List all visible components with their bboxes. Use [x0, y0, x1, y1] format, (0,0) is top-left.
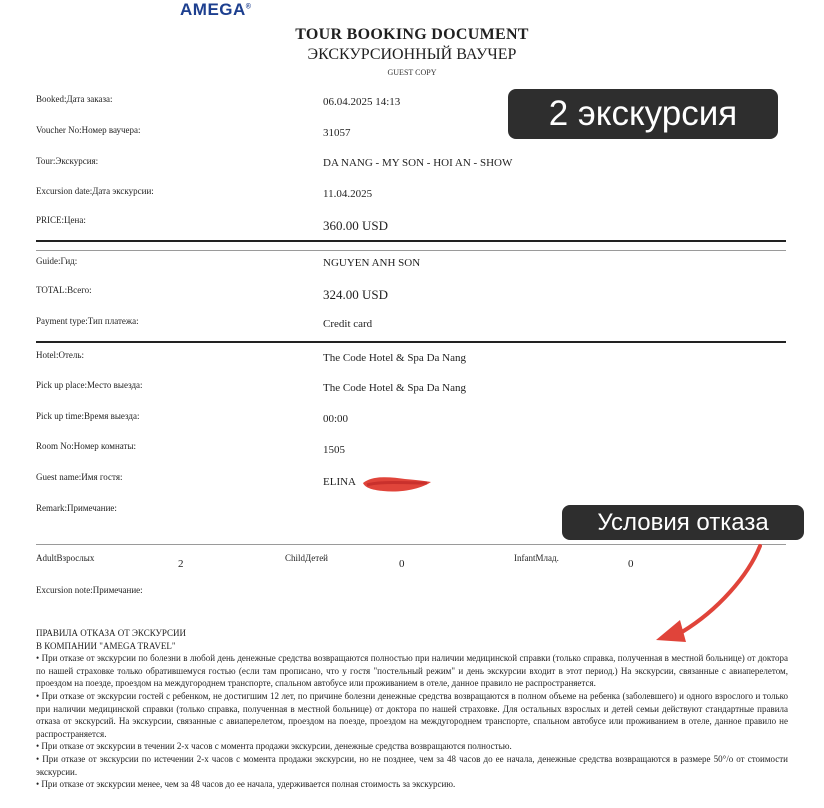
total-value: 324.00 USD — [323, 287, 389, 302]
infant-value: 0 — [628, 558, 634, 570]
payment-label — [36, 316, 139, 327]
guest-value: ELINA — [323, 476, 356, 488]
adult-label-ru: Взрослых — [56, 553, 95, 563]
total-label — [36, 285, 92, 296]
adult-label — [36, 553, 94, 564]
excursion-note-label-en: Excursion note: — [36, 585, 93, 595]
payment-value: Credit card — [323, 318, 373, 330]
pickup-time-label — [36, 411, 139, 422]
hotel-value: The Code Hotel & Spa Da Nang — [323, 352, 466, 364]
tour-value: DA NANG - MY SON - HOI AN - SHOW — [323, 157, 513, 169]
cancellation-paragraph: • При отказе от экскурсии гостей с ребенком, не достигшим 12 лет, по причине болезни денежные средства возвращаются в полном объеме на ребенка (заболевшего) и одного взрослого и только при наличии медицинской справки (только справка, полученная в местной больнице) от доктора по нашей страховке. Для остальных взрослых и детей семьи действуют стандартные правила отказа от экскурсий. На экскурсии, связанные с авиаперелетом, проездом на поезде, проездом на междугороднем транспорте, спальном автобусе или проживанием в отеле, данное правило не распространяется. — [36, 690, 788, 739]
excursion-date-value: 11.04.2025 — [323, 188, 373, 200]
guide-value: NGUYEN ANH SON — [323, 257, 421, 269]
infant-label-ru: Млад. — [535, 553, 559, 563]
guest-label-en: Guest name: — [36, 472, 82, 482]
voucher-value: 31057 — [323, 127, 351, 139]
remark-label-ru: Примечание: — [67, 503, 117, 513]
pickup-place-label — [36, 380, 143, 391]
room-value: 1505 — [323, 444, 345, 456]
pickup-place-label-en: Pick up place: — [36, 380, 87, 390]
pickup-time-label-en: Pick up time: — [36, 411, 84, 421]
child-label-en: Child — [285, 553, 306, 563]
cancellation-paragraph: • При отказе от экскурсии по истечении 2-х часов с момента продажи экскурсии, но не позднее, чем за 48 часов до ее начала, денежные средства возвращаются в размере 50°/о от стоимости экскурсии. — [36, 753, 788, 777]
adult-label-en: Adult — [36, 553, 57, 563]
infant-label — [514, 553, 559, 564]
tour-label-en: Tour: — [36, 156, 56, 166]
pickup-time-value: 00:00 — [323, 413, 349, 425]
cancellation-paragraph: • При отказе от экскурсии по болезни в любой день денежные средства возвращаются полностью при наличии медицинской справки (только справка, полученная в местной больнице) от доктора по нашей страховке только обратившемуся гостью (если там прописано, что у гостя "постельный режим" и день экскурсии входит в этот период.) На экскурсии, связанные с авиаперелетом, проездом на поезде, проездом на междугороднем транспорте, спальном автобусе или проживанием в отеле, данное правило не распространяется. — [36, 653, 788, 689]
voucher-label — [36, 125, 141, 136]
total-label-en: TOTAL: — [36, 285, 68, 295]
tour-label — [36, 156, 98, 167]
excursion-count-sticker: 2 экскурсия — [508, 89, 778, 139]
excursion-note-label-ru: Примечание: — [92, 585, 143, 595]
booked-label-en: Booked: — [36, 94, 67, 104]
document-title-ru: ЭКСКУРСИОННЫЙ ВАУЧЕР — [307, 46, 517, 63]
excursion-date-label-en: Excursion date: — [36, 186, 93, 196]
price-label-ru: Цена: — [64, 215, 86, 225]
tour-label-ru: Экскурсия: — [55, 156, 99, 166]
red-arrow-annotation — [640, 540, 770, 650]
logo-text: AMEGA — [180, 0, 246, 19]
child-value: 0 — [399, 558, 405, 570]
cancellation-terms-sticker: Условия отказа — [562, 505, 804, 540]
excursion-note-label — [36, 585, 143, 596]
cancellation-paragraph: • При отказе от экскурсии в течении 2-х часов с момента продажи экскурсии, денежные средства возвращаются полностью. — [36, 741, 512, 752]
guide-label — [36, 256, 77, 267]
hotel-label — [36, 350, 84, 361]
payment-label-ru: Тип платежа: — [87, 316, 139, 326]
pickup-time-label-ru: Время выезда: — [84, 411, 140, 421]
company-logo — [180, 0, 251, 20]
price-label-en: PRICE: — [36, 215, 65, 225]
booked-label — [36, 94, 113, 105]
room-label-ru: Номер комнаты: — [73, 441, 137, 451]
section-divider — [36, 341, 786, 343]
price-value: 360.00 USD — [323, 218, 389, 233]
guide-label-ru: Гид: — [60, 256, 78, 266]
child-label-ru: Детей — [305, 553, 329, 563]
room-label-en: Room No: — [36, 441, 74, 451]
cancellation-rules — [36, 627, 788, 791]
price-label — [36, 215, 86, 226]
voucher-label-ru: Номер ваучера: — [81, 125, 141, 135]
booked-value: 06.04.2025 14:13 — [323, 96, 401, 108]
guide-label-en: Guide: — [36, 256, 61, 266]
excursion-date-label-ru: Дата экскурсии: — [92, 186, 154, 196]
pickup-place-value: The Code Hotel & Spa Da Nang — [323, 382, 466, 394]
adult-value: 2 — [178, 558, 184, 570]
redaction-scribble — [361, 473, 433, 495]
room-label — [36, 441, 136, 452]
hotel-label-ru: Отель: — [58, 350, 85, 360]
pickup-place-label-ru: Место выезда: — [87, 380, 143, 390]
infant-label-en: Infant — [514, 553, 536, 563]
remark-label-en: Remark: — [36, 503, 67, 513]
document-title-en: TOUR BOOKING DOCUMENT — [295, 26, 529, 43]
booked-label-ru: Дата заказа: — [66, 94, 113, 104]
cancellation-company: В КОМПАНИИ "AMEGA TRAVEL" — [36, 640, 176, 651]
section-divider — [36, 240, 786, 242]
copy-label: GUEST COPY — [387, 68, 437, 77]
remark-label — [36, 503, 117, 514]
child-label — [285, 553, 328, 564]
guest-label — [36, 472, 122, 483]
total-label-ru: Всего: — [67, 285, 92, 295]
cancellation-paragraph: • При отказе от экскурсии менее, чем за 48 часов до ее начала, удерживается полная стоимость за экскурсию. — [36, 779, 456, 790]
voucher-label-en: Voucher No: — [36, 125, 82, 135]
excursion-date-label — [36, 186, 154, 197]
logo-registered-mark: ® — [245, 3, 252, 11]
cancellation-heading: ПРАВИЛА ОТКАЗА ОТ ЭКСКУРСИИ — [36, 628, 187, 638]
hotel-label-en: Hotel: — [36, 350, 59, 360]
guest-label-ru: Имя гостя: — [81, 472, 123, 482]
section-divider-thin — [36, 250, 786, 251]
payment-label-en: Payment type: — [36, 316, 88, 326]
